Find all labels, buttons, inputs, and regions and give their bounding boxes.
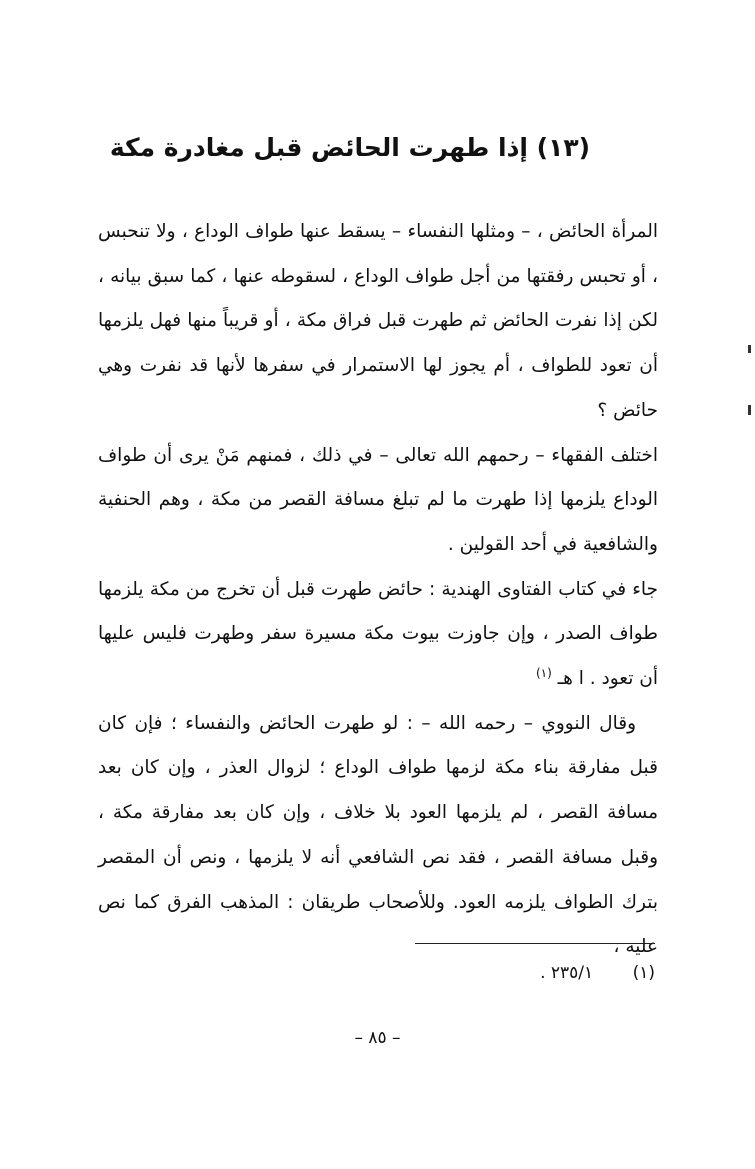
scan-edge-mark bbox=[748, 345, 751, 353]
paragraph-3-text: جاء في كتاب الفتاوى الهندية : حائض طهرت قبل أن تخرج من مكة يلزمها طواف الصدر ، وإن جاوزت بيوت مكة مسيرة سفر وطهرت فليس عليها أن تعود . ا هـ bbox=[98, 578, 658, 690]
footnote-text: ٢٣٥/١ . bbox=[540, 963, 594, 983]
section-heading: (١٣) إذا طهرت الحائض قبل مغادرة مكة bbox=[109, 133, 591, 162]
paragraph-4: وقال النووي – رحمه الله – : لو طهرت الحائض والنفساء ؛ فإن كان قبل مفارقة بناء مكة لزمها طواف الوداع ؛ لزوال العذر ، وإن كان بعد مسافة القصر ، لم يلزمها العود بلا خلاف ، وإن كان بعد مفارقة مكة ، وقبل مسافة القصر ، فقد نص الشافعي أنه لا يلزمها ، ونص أن المقصر بترك الطواف يلزمه العود. وللأصحاب طريقان : المذهب الفرق كما نص عليه ، bbox=[98, 712, 658, 958]
footnote-mark: (١) bbox=[632, 963, 655, 983]
paragraph-1: المرأة الحائض ، – ومثلها النفساء – يسقط عنها طواف الوداع ، ولا تنحبس ، أو تحبس رفقتها من أجل طواف الوداع ، لسقوطه عنها ، كما سبق بيانه ، لكن إذا نفرت الحائض ثم طهرت قبل فراق مكة ، أو قريباً منها فهل يلزمها أن تعود للطواف ، أم يجوز لها الاستمرار في سفرها لأنها قد نفرت وهي حائض ؟ bbox=[98, 221, 658, 421]
body-text bbox=[98, 210, 658, 970]
page-number: – ٨٥ – bbox=[354, 1028, 401, 1048]
paragraph-3 bbox=[98, 568, 658, 702]
footnote-separator bbox=[415, 943, 655, 944]
paragraph-2: اختلف الفقهاء – رحمهم الله تعالى – في ذلك ، فمنهم مَنْ يرى أن طواف الوداع يلزمها إذا طهرت ما لم تبلغ مسافة القصر من مكة ، وهم الحنفية والشافعية في أحد القولين . bbox=[98, 444, 658, 555]
footnote-reference: (١) bbox=[535, 665, 552, 680]
footnote bbox=[360, 958, 655, 988]
scan-edge-mark bbox=[748, 405, 751, 415]
